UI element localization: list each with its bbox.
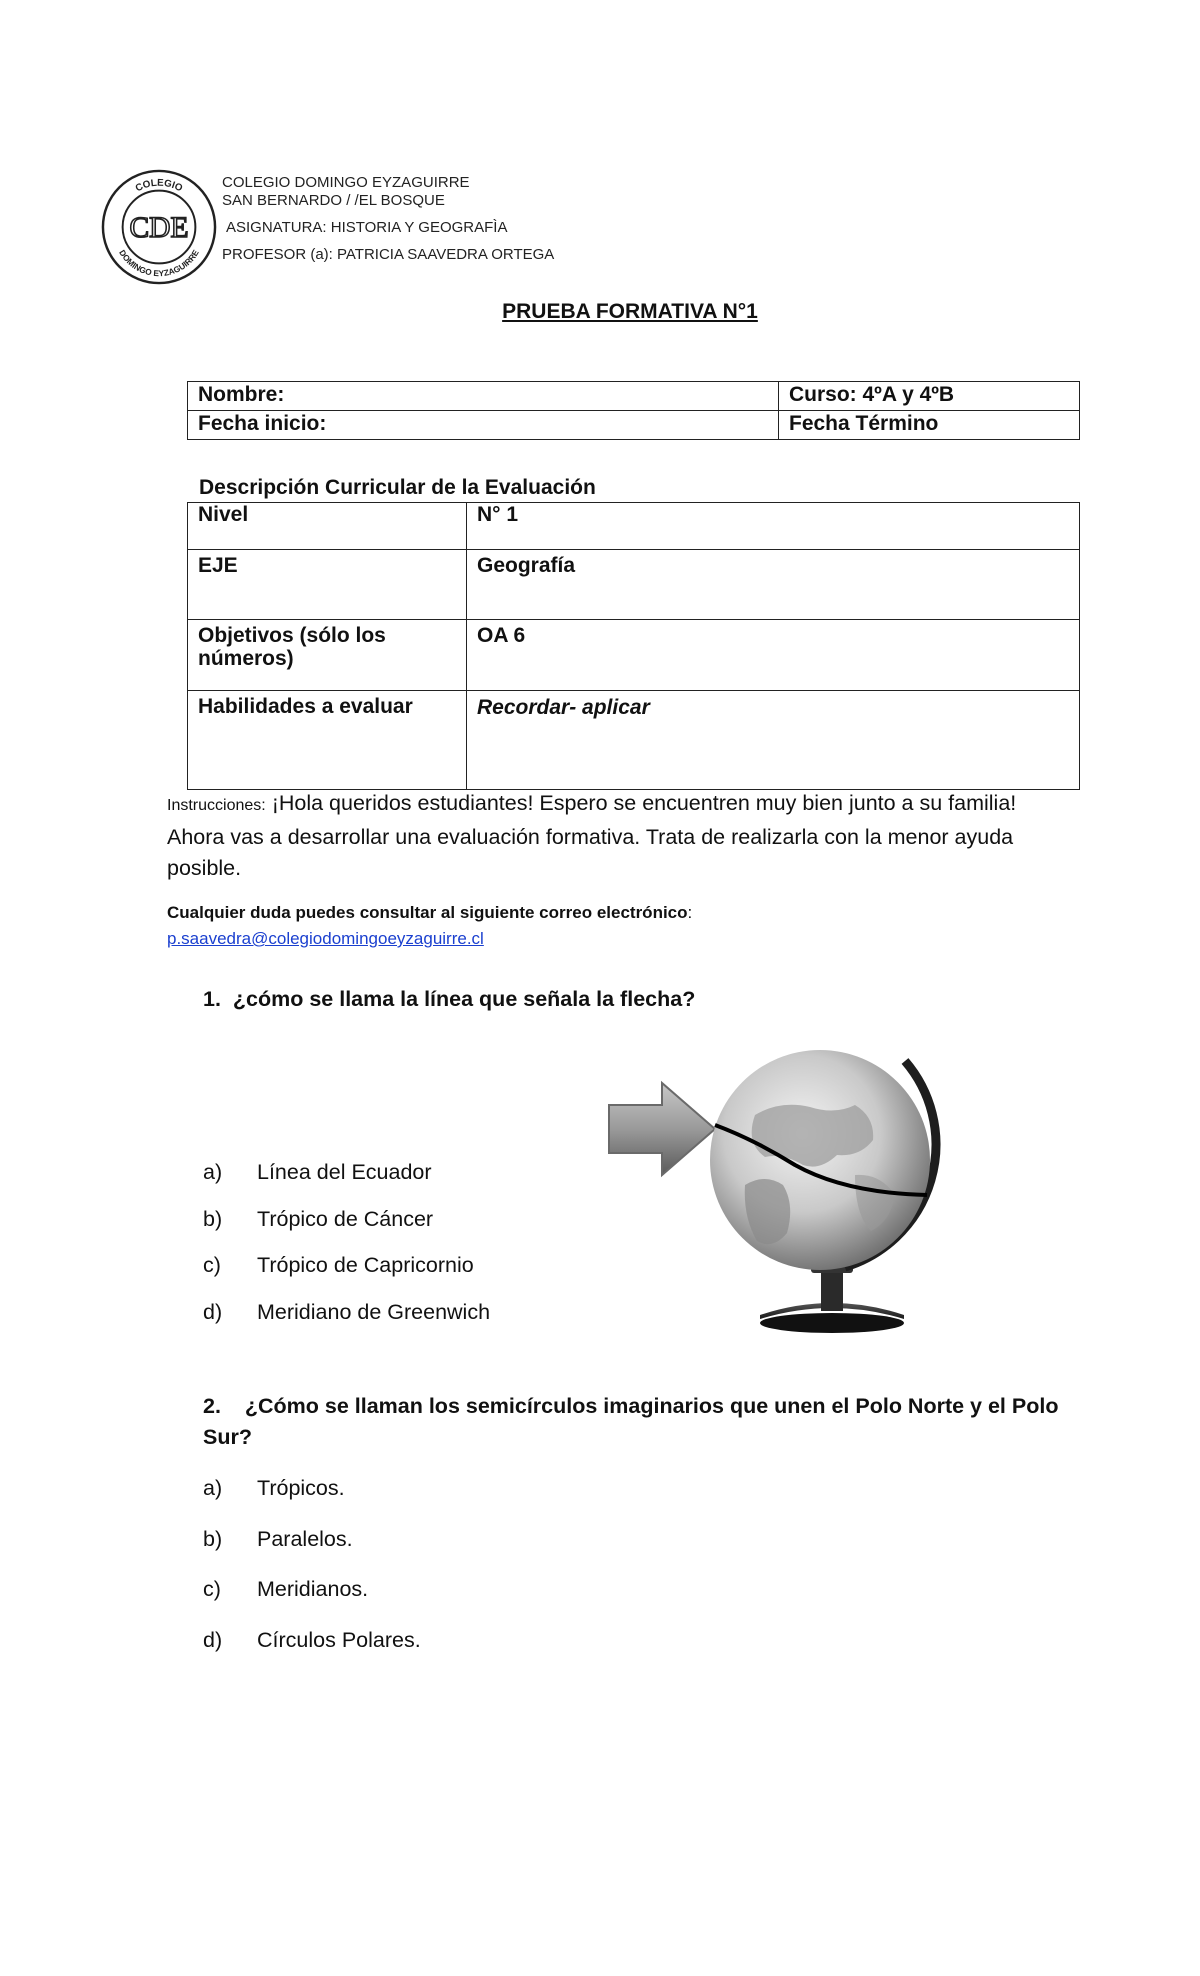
contact-text: Cualquier duda puedes consultar al siguiente correo electrónico [167,903,688,922]
instructions [167,788,1067,885]
curriculum-row [188,503,1080,550]
option-letter: b) [203,1527,223,1551]
question-2 [203,1391,1103,1453]
start-date-field[interactable] [188,411,779,440]
logo-initials: CDE [129,211,189,244]
school-location: SAN BERNARDO / /EL BOSQUE [222,192,445,209]
curriculum-value: N° 1 [467,503,1080,550]
subject-line: ASIGNATURA: HISTORIA Y GEOGRAFÌA [226,219,508,236]
email-link[interactable]: p.saavedra@colegiodomingoeyzaguirre.cl [167,929,484,948]
contact-block [167,900,1067,952]
student-info-table [187,381,1080,440]
option-text: Círculos Polares. [257,1628,421,1652]
option-q2-d[interactable] [203,1628,421,1652]
contact-colon: : [687,903,693,922]
curriculum-label: EJE [188,550,467,620]
option-q1-d[interactable] [203,1300,490,1324]
teacher-line: PROFESOR (a): PATRICIA SAAVEDRA ORTEGA [222,246,555,263]
svg-text:COLEGIO [134,178,185,195]
option-text: Trópico de Cáncer [257,1207,434,1231]
school-logo [100,168,218,286]
option-letter: b) [203,1207,223,1231]
option-letter: a) [203,1476,223,1500]
logo-top-text: COLEGIO [133,177,185,195]
page-title: PRUEBA FORMATIVA N°1 [502,300,758,323]
question-text: ¿Cómo se llaman los semicírculos imaginarios que unen el Polo Norte y el Polo Sur? [203,1394,1059,1449]
option-q1-c[interactable] [203,1253,474,1277]
option-text: Meridiano de Greenwich [257,1300,491,1324]
curriculum-label: Nivel [188,503,467,550]
option-letter: d) [203,1300,223,1324]
name-field[interactable] [188,382,779,411]
end-date-label: Fecha Término [789,412,939,435]
course-field [779,382,1080,411]
question-number: 2. [203,1394,221,1418]
curriculum-row [188,691,1080,790]
question-number: 1. [203,987,221,1011]
logo-bottom-text: DOMINGO EYZAGUIRRE [117,247,201,279]
option-text: Línea del Ecuador [257,1160,432,1184]
question-text: ¿cómo se llama la línea que señala la flecha? [232,987,696,1011]
option-letter: c) [203,1577,221,1601]
curriculum-label: Habilidades a evaluar [188,691,467,790]
option-q2-a[interactable] [203,1476,345,1500]
curriculum-table [187,502,1080,790]
instructions-label: Instrucciones: [167,797,266,814]
option-text: Trópicos. [257,1476,345,1500]
option-letter: d) [203,1628,223,1652]
start-date-label: Fecha inicio: [198,412,327,435]
option-text: Meridianos. [257,1577,369,1601]
instructions-text: ¡Hola queridos estudiantes! Espero se encuentren muy bien junto a su familia! Ahora vas a desarrollar una evaluación formativa. Trata de realizarla con la menor ayuda posible. [167,791,1017,880]
globe-with-arrow-image [605,1045,985,1335]
school-name: COLEGIO DOMINGO EYZAGUIRRE [222,174,470,191]
curriculum-value: Recordar- aplicar [477,696,650,719]
curriculum-row [188,550,1080,620]
option-q1-b[interactable] [203,1207,433,1231]
question-1 [203,984,695,1015]
curriculum-value: OA 6 [467,620,1080,691]
curriculum-label: Objetivos (sólo los números) [188,620,467,691]
course-label: Curso: 4ºA y 4ºB [789,383,955,406]
curriculum-value: Geografía [467,550,1080,620]
option-text: Paralelos. [257,1527,353,1551]
option-text: Trópico de Capricornio [257,1253,474,1277]
name-label: Nombre: [198,383,285,406]
option-q2-b[interactable] [203,1527,353,1551]
option-q2-c[interactable] [203,1577,368,1601]
option-letter: c) [203,1253,221,1277]
option-letter: a) [203,1160,223,1184]
end-date-field[interactable] [779,411,1080,440]
option-q1-a[interactable] [203,1160,432,1184]
curriculum-row [188,620,1080,691]
curriculum-caption: Descripción Curricular de la Evaluación [199,476,596,499]
